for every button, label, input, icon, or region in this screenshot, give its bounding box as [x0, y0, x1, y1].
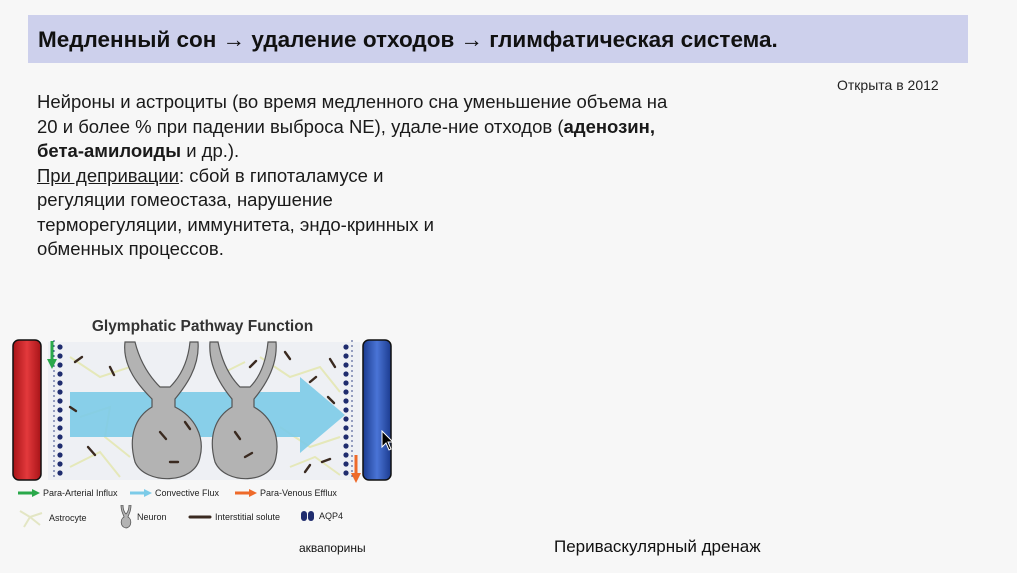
- legend-neuron: Neuron: [118, 505, 167, 529]
- orange-arrow-icon: [235, 489, 257, 497]
- waste-substances: аденозин, бета-амилоиды: [37, 115, 655, 161]
- body-text: [37, 90, 687, 262]
- neurons-astrocytes-text: Нейроны и астроциты: [37, 91, 227, 112]
- legend-para-arterial: Para-Arterial Influx: [18, 488, 118, 498]
- deprivation-heading: При депривации: [37, 164, 179, 186]
- deprivation-text: : сбой в гипоталамусе и регуляции гомеостаза, нарушение терморегуляции, иммунитета, эндо-кринных и обменных процессов.: [37, 164, 435, 259]
- legend-aqp4: AQP4: [300, 510, 343, 522]
- neuron-icon: [118, 505, 134, 529]
- legend-convective: Convective Flux: [130, 488, 219, 498]
- figure-legend: [10, 485, 395, 535]
- paragraph-sleep: [37, 90, 687, 164]
- aqp4-icon: [300, 510, 316, 522]
- astrocyte-icon: [18, 507, 46, 529]
- volume-text: (во время медленного сна уменьшение объема на 20 и более % при падении выброса NE), удале-ние отходов (: [37, 91, 668, 137]
- glymphatic-figure: [10, 315, 395, 535]
- figure-title: Glymphatic Pathway Function: [91, 318, 314, 335]
- aquaporins-caption: аквапорины: [299, 541, 366, 555]
- aqp4-left: [57, 344, 62, 475]
- slide-title: Медленный сон → удаление отходов → глимфатическая система.: [38, 27, 778, 52]
- paragraph-deprivation: [37, 164, 447, 262]
- glymphatic-diagram: [10, 337, 395, 487]
- legend-astrocyte: Astrocyte: [18, 507, 87, 529]
- aqp4-right: [343, 344, 348, 475]
- artery: [13, 340, 41, 480]
- perivascular-drainage-caption: Периваскулярный дренаж: [554, 537, 761, 556]
- solute-icon: [188, 514, 212, 520]
- legend-para-venous: Para-Venous Efflux: [235, 488, 337, 498]
- green-arrow-icon: [18, 489, 40, 497]
- title-bar: [28, 15, 968, 63]
- discovery-year-note: Открыта в 2012: [837, 77, 939, 93]
- legend-solute: Interstitial solute: [188, 512, 280, 522]
- vein: [363, 340, 391, 480]
- mouse-cursor-icon: [381, 430, 395, 452]
- blue-arrow-icon: [130, 489, 152, 497]
- etc-text: и др.).: [181, 140, 240, 161]
